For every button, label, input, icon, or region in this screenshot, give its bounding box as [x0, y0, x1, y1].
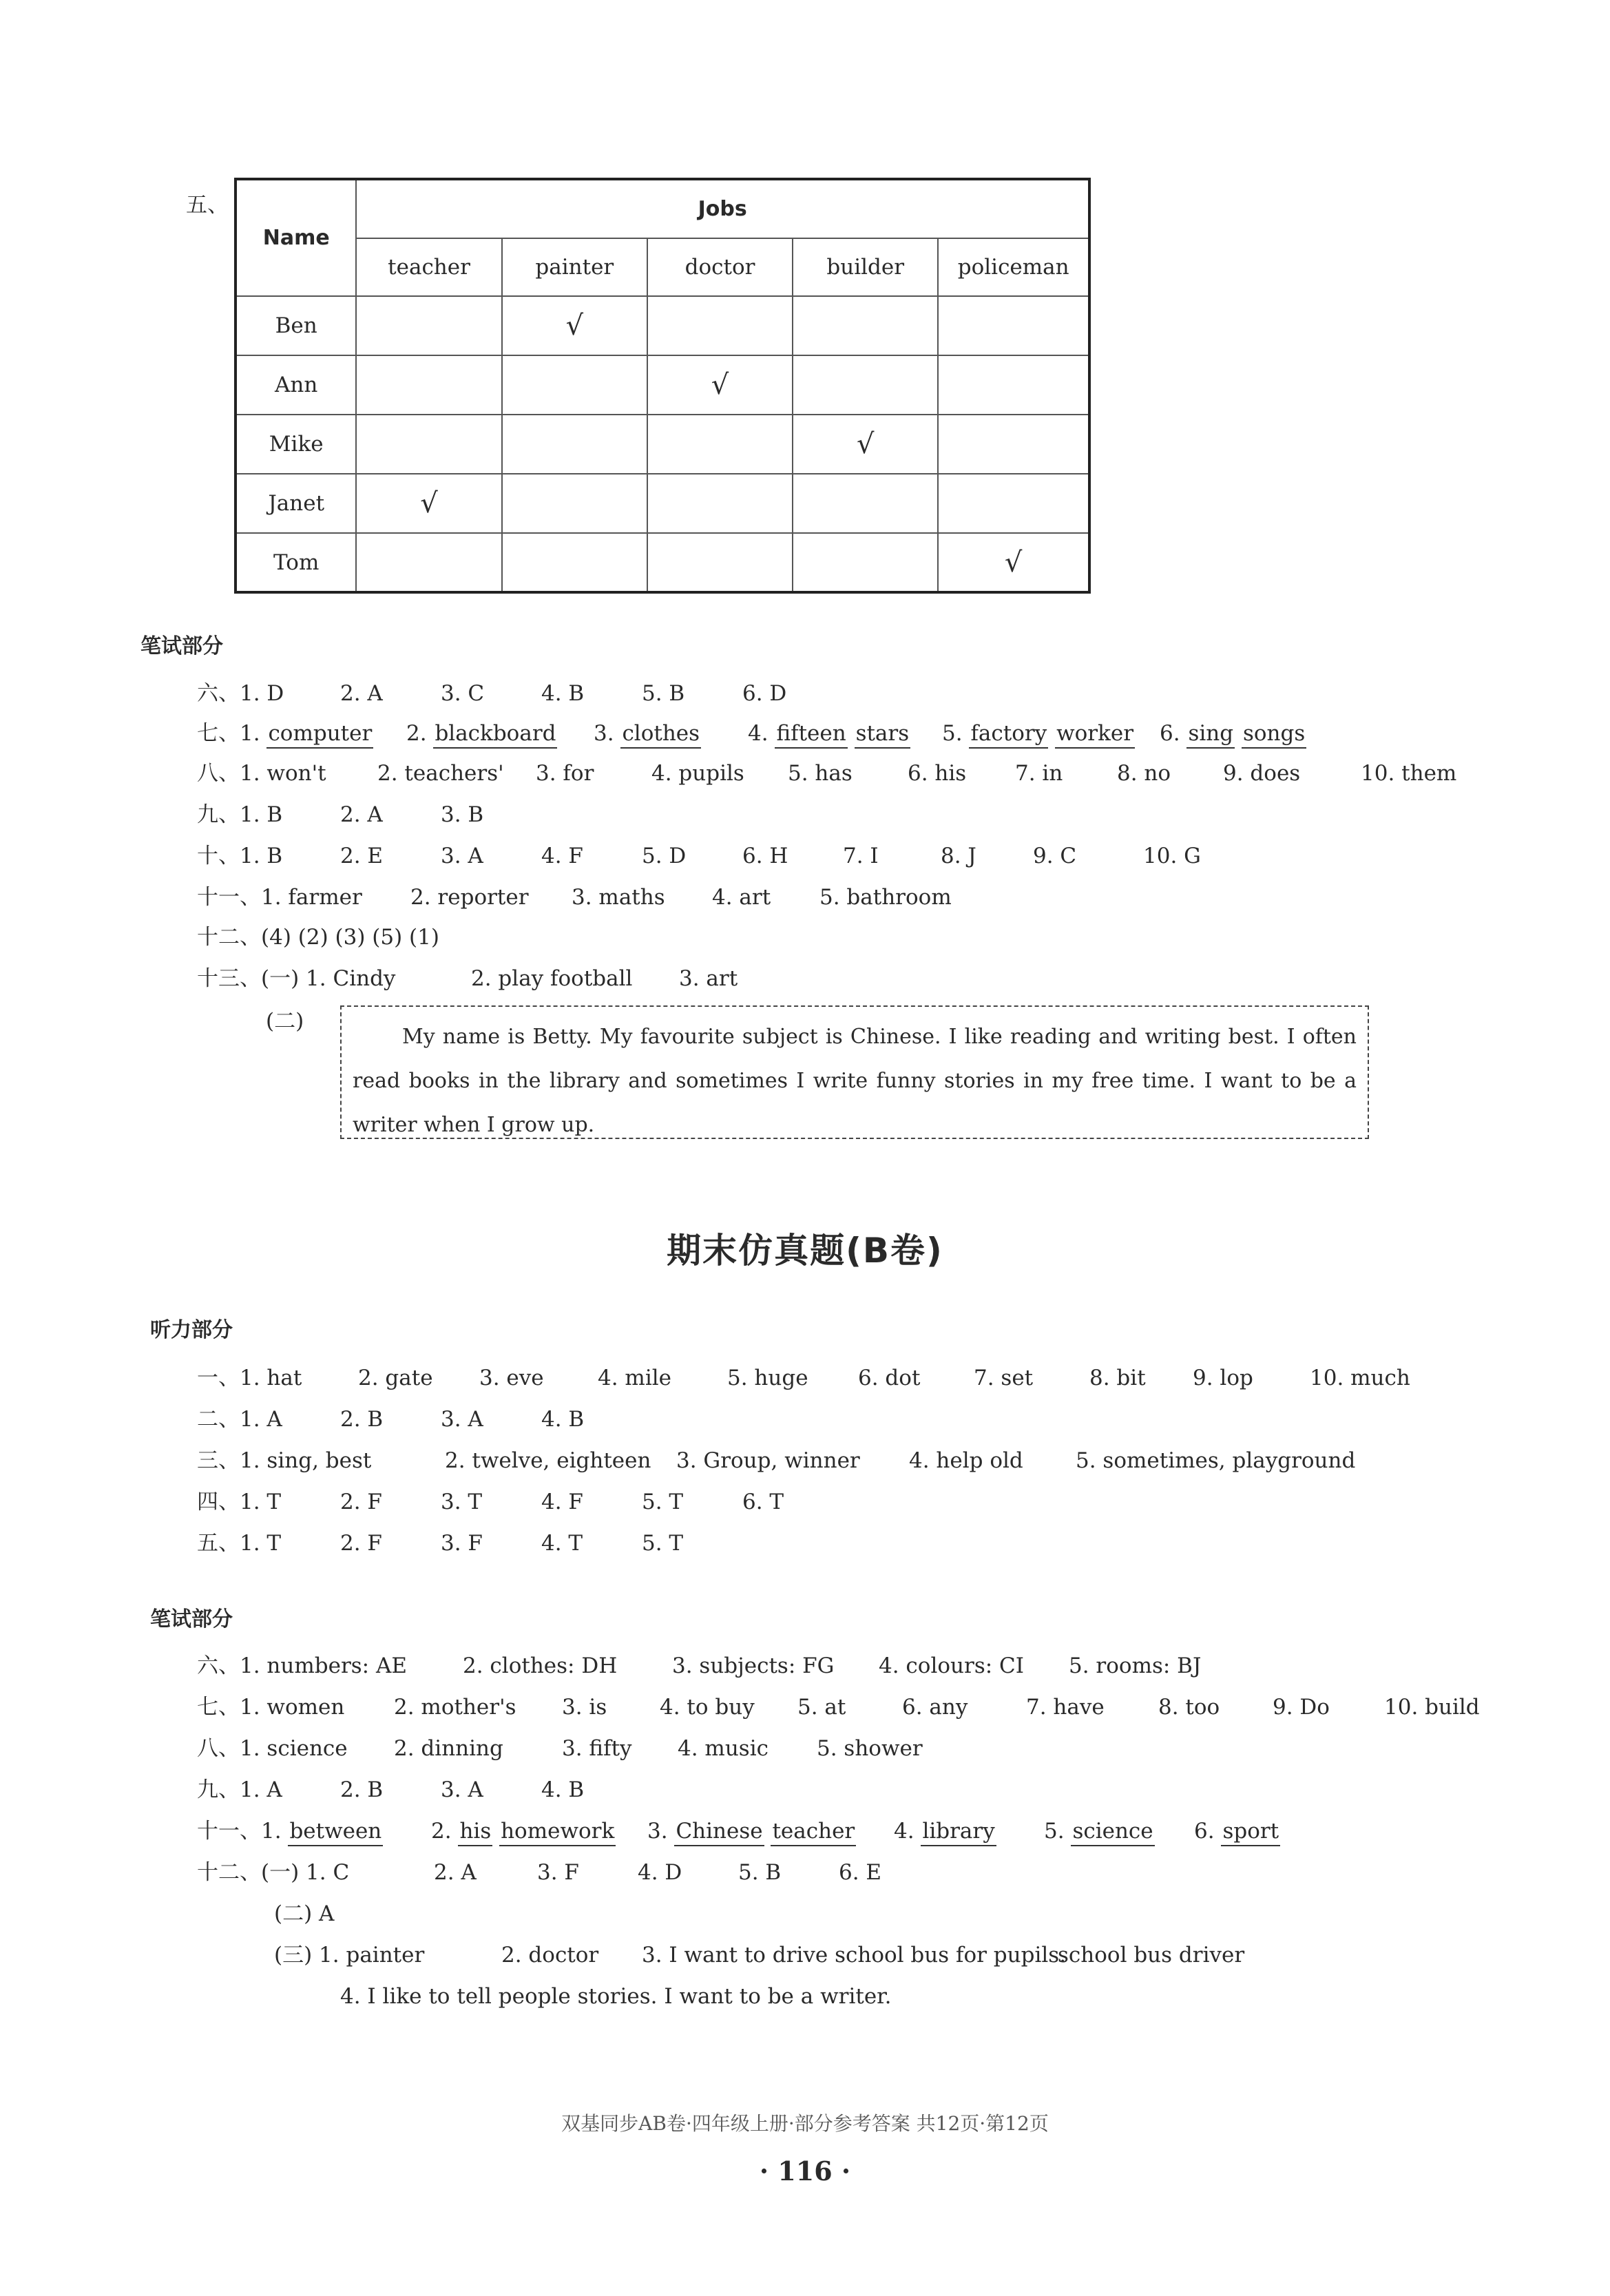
answer-item: 2. E: [340, 844, 384, 868]
answer-item: 3. clothes: [594, 723, 701, 744]
answer-item: 2. A: [434, 1860, 477, 1885]
answer-item: 5. B: [738, 1860, 782, 1885]
answer-item: 5. bathroom: [819, 885, 952, 910]
underlined-answer: Chinese: [674, 1819, 764, 1846]
answer-item: 5. sometimes, playground: [1076, 1448, 1356, 1473]
answer-line-12: 十二、(4) (2) (3) (5) (1): [197, 925, 439, 950]
underlined-answer: factory: [969, 721, 1048, 749]
answer-item: school bus driver: [1058, 1943, 1245, 1968]
answer-item: 5. factory worker: [942, 723, 1135, 744]
answer-item: 9. C: [1033, 844, 1077, 868]
answer-item: 6. H: [742, 844, 788, 868]
answer-item: 7. I: [843, 844, 879, 868]
answer-item: 6. any: [902, 1695, 968, 1720]
check-cell: [938, 415, 1089, 474]
check-cell: √: [502, 296, 647, 355]
table-column-header: builder: [793, 238, 938, 296]
answer-item: 3. F: [441, 1531, 483, 1556]
underlined-answer: worker: [1055, 721, 1135, 749]
check-cell: [502, 355, 647, 415]
underlined-answer: computer: [266, 721, 373, 749]
answer-item: 十二、(一) 1. C: [197, 1860, 350, 1885]
answer-item: 5. rooms: BJ: [1069, 1653, 1202, 1678]
answer-item: 9. Do: [1273, 1695, 1330, 1720]
answer-line-12b: (二) A: [274, 1901, 335, 1926]
answer-item: 8. no: [1117, 761, 1171, 786]
answer-line-13b-label: (二): [266, 1009, 304, 1034]
row-name: Ann: [236, 355, 356, 415]
answer-item: 2. A: [340, 681, 383, 706]
answer-item: 3. C: [441, 681, 485, 706]
answer-item: 4. pupils: [651, 761, 744, 786]
table-name-header: Name: [236, 179, 356, 296]
check-cell: [502, 415, 647, 474]
answer-item: 2. mother's: [394, 1695, 516, 1720]
answer-item: 六、1. D: [197, 681, 284, 706]
answer-item: 2. gate: [358, 1366, 433, 1390]
underlined-answer: between: [288, 1819, 383, 1846]
answer-item: 2. B: [340, 1407, 384, 1432]
answer-item: 十一、1. farmer: [197, 885, 362, 910]
row-name: Mike: [236, 415, 356, 474]
answer-item: 八、1. won't: [197, 761, 326, 786]
answer-item: 6. T: [742, 1490, 784, 1514]
answer-item: 5. B: [642, 681, 685, 706]
page-title: 期末仿真题(B卷): [667, 1231, 943, 1271]
check-cell: [647, 415, 793, 474]
check-cell: [793, 355, 938, 415]
check-cell: [793, 474, 938, 533]
answer-item: 10. much: [1310, 1366, 1410, 1390]
answer-item: 4. F: [541, 1490, 583, 1514]
underlined-answer: sing: [1186, 721, 1235, 749]
check-cell: √: [647, 355, 793, 415]
answer-item: 2. twelve, eighteen: [445, 1448, 651, 1473]
answer-item: 3. B: [441, 802, 484, 827]
answer-item: 九、1. B: [197, 802, 283, 827]
answer-item: 7. have: [1026, 1695, 1105, 1720]
answer-item: 8. bit: [1089, 1366, 1146, 1390]
answer-item: 六、1. numbers: AE: [197, 1653, 407, 1678]
table-row: [236, 533, 1089, 592]
underlined-answer: library: [921, 1819, 996, 1846]
answer-item: (三) 1. painter: [274, 1943, 425, 1968]
underlined-answer: science: [1071, 1819, 1154, 1846]
answer-item: 四、1. T: [197, 1490, 282, 1514]
check-cell: √: [793, 415, 938, 474]
written-section-header: 笔试部分: [140, 634, 223, 658]
answer-item: 七、1. women: [197, 1695, 345, 1720]
answer-item: 4. to buy: [660, 1695, 755, 1720]
check-cell: [793, 296, 938, 355]
answer-item: 3. art: [679, 966, 738, 991]
answer-item: 5. T: [642, 1490, 684, 1514]
answer-item: 2. doctor: [501, 1943, 599, 1968]
answer-item: 4. D: [638, 1860, 682, 1885]
table-row: [236, 296, 1089, 355]
underlined-answer: songs: [1242, 721, 1306, 749]
answer-item: 2. B: [340, 1777, 384, 1802]
answer-item: 十三、(一) 1. Cindy: [197, 966, 396, 991]
answer-item: 10. build: [1384, 1695, 1480, 1720]
answer-item: 4. F: [541, 844, 583, 868]
table-row: [236, 355, 1089, 415]
jobs-table: [234, 178, 1091, 594]
underlined-answer: fifteen: [775, 721, 847, 749]
answer-item: 4. music: [678, 1736, 769, 1761]
table-column-header: teacher: [356, 238, 501, 296]
answer-item: 3. subjects: FG: [672, 1653, 835, 1678]
answer-item: 2. play football: [471, 966, 633, 991]
answer-item: 九、1. A: [197, 1777, 282, 1802]
section-5-label: 五、: [186, 193, 229, 218]
answer-item: 3. fifty: [562, 1736, 632, 1761]
answer-item: 3. A: [441, 1407, 483, 1432]
answer-item: 十一、1. between: [197, 1821, 383, 1842]
answer-item: 10. them: [1361, 761, 1457, 786]
row-name: Janet: [236, 474, 356, 533]
check-cell: √: [356, 474, 501, 533]
underlined-answer: clothes: [620, 721, 701, 749]
row-name: Tom: [236, 533, 356, 592]
answer-item: 3. F: [537, 1860, 579, 1885]
answer-item: 5. shower: [817, 1736, 923, 1761]
check-cell: [502, 474, 647, 533]
answer-item: 2. his homework: [431, 1821, 616, 1842]
table-column-header: painter: [502, 238, 647, 296]
check-cell: √: [938, 533, 1089, 592]
answer-item: 6. D: [742, 681, 787, 706]
answer-item: 4. art: [712, 885, 771, 910]
underlined-answer: sport: [1221, 1819, 1280, 1846]
answer-item: 三、1. sing, best: [197, 1448, 372, 1473]
listening-section-header: 听力部分: [150, 1318, 233, 1342]
answer-item: 6. sport: [1194, 1821, 1280, 1842]
answer-item: 3. A: [441, 1777, 483, 1802]
answer-item: 3. I want to drive school bus for pupils.: [642, 1943, 1067, 1968]
answer-item: 5. science: [1044, 1821, 1155, 1842]
answer-item: 4. help old: [909, 1448, 1023, 1473]
page-number: · 116 ·: [759, 2156, 851, 2187]
answer-item: 一、1. hat: [197, 1366, 302, 1390]
answer-item: 4. library: [894, 1821, 996, 1842]
underlined-answer: stars: [855, 721, 911, 749]
table-column-header: policeman: [938, 238, 1089, 296]
check-cell: [356, 415, 501, 474]
answer-item: 5. huge: [727, 1366, 808, 1390]
answer-item: 2. F: [340, 1531, 382, 1556]
answer-item: 十、1. B: [197, 844, 283, 868]
answer-item: 6. his: [908, 761, 967, 786]
answer-item: 3. eve: [479, 1366, 544, 1390]
check-cell: [647, 533, 793, 592]
answer-item: 3. maths: [572, 885, 665, 910]
answer-item: 2. teachers': [377, 761, 504, 786]
essay-box: [340, 1005, 1369, 1139]
answer-item: 6. dot: [858, 1366, 921, 1390]
answer-item: 4. T: [541, 1531, 583, 1556]
answer-item: 八、1. science: [197, 1736, 348, 1761]
answer-item: 3. Group, winner: [676, 1448, 860, 1473]
answer-item: 五、1. T: [197, 1531, 282, 1556]
answer-item: 6. E: [839, 1860, 882, 1885]
answer-item: 二、1. A: [197, 1407, 282, 1432]
answer-item: 2. clothes: DH: [463, 1653, 618, 1678]
answer-line-12d: 4. I like to tell people stories. I want to be a writer.: [340, 1984, 892, 2009]
answer-item: 7. set: [974, 1366, 1034, 1390]
underlined-answer: homework: [499, 1819, 616, 1846]
answer-item: 8. J: [941, 844, 976, 868]
underlined-answer: his: [458, 1819, 492, 1846]
answer-item: 2. A: [340, 802, 383, 827]
answer-item: 9. does: [1223, 761, 1301, 786]
answer-item: 5. has: [788, 761, 853, 786]
answer-item: 2. reporter: [410, 885, 529, 910]
check-cell: [938, 296, 1089, 355]
answer-item: 2. dinning: [394, 1736, 503, 1761]
answer-item: 10. G: [1143, 844, 1201, 868]
written-section-header: 笔试部分: [150, 1607, 233, 1631]
answer-item: 3. for: [536, 761, 594, 786]
answer-item: 4. fifteen stars: [748, 723, 910, 744]
answer-item: 5. at: [797, 1695, 846, 1720]
footer-text: 双基同步AB卷·四年级上册·部分参考答案 共12页·第12页: [561, 2112, 1049, 2135]
check-cell: [502, 533, 647, 592]
check-cell: [938, 474, 1089, 533]
answer-item: 5. T: [642, 1531, 684, 1556]
answer-item: 4. B: [541, 681, 585, 706]
answer-item: 4. B: [541, 1407, 585, 1432]
check-cell: [647, 474, 793, 533]
answer-item: 6. sing songs: [1160, 723, 1306, 744]
check-cell: [356, 296, 501, 355]
check-cell: [647, 296, 793, 355]
answer-item: 7. in: [1015, 761, 1063, 786]
answer-item: 9. lop: [1193, 1366, 1253, 1390]
answer-item: 8. too: [1158, 1695, 1220, 1720]
check-cell: [356, 355, 501, 415]
check-cell: [793, 533, 938, 592]
answer-item: 4. B: [541, 1777, 585, 1802]
answer-item: 3. is: [562, 1695, 607, 1720]
table-row: [236, 415, 1089, 474]
answer-item: 3. Chinese teacher: [647, 1821, 856, 1842]
underlined-answer: blackboard: [433, 721, 557, 749]
answer-item: 4. colours: CI: [879, 1653, 1024, 1678]
table-column-header: doctor: [647, 238, 793, 296]
answer-item: 4. mile: [598, 1366, 672, 1390]
answer-item: 2. blackboard: [406, 723, 557, 744]
answer-item: 七、1. computer: [197, 723, 373, 744]
answer-item: 2. F: [340, 1490, 382, 1514]
answer-item: 3. A: [441, 844, 483, 868]
table-row: [236, 474, 1089, 533]
underlined-answer: teacher: [771, 1819, 856, 1846]
check-cell: [356, 533, 501, 592]
answer-item: 5. D: [642, 844, 687, 868]
essay-text: My name is Betty. My favourite subject is Chinese. I like reading and writing best. I often read books in the library and sometimes I write funny stories in my free time. I want to be a writer when I grow up.: [353, 1025, 1357, 1137]
answer-item: 3. T: [441, 1490, 483, 1514]
check-cell: [938, 355, 1089, 415]
table-jobs-header: Jobs: [356, 179, 1089, 238]
row-name: Ben: [236, 296, 356, 355]
